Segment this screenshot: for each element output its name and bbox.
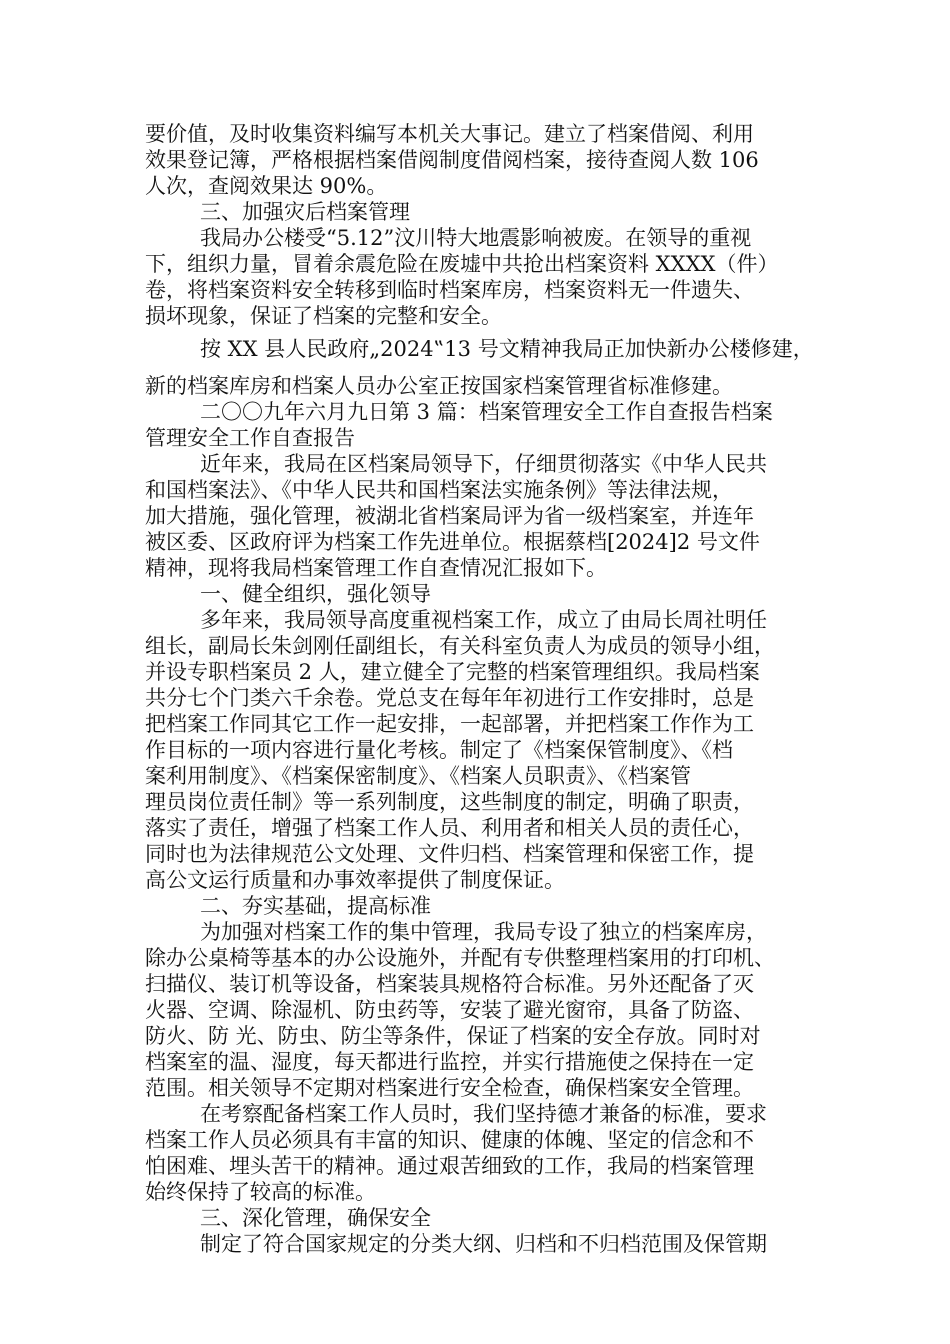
text-line: 人次，查阅效果达 90%。 (145, 174, 388, 198)
text-line: 精神，现将我局档案管理工作自查情况汇报如下。 (145, 556, 607, 580)
text-line: 案利用制度》、《档案保密制度》、《档案人员职责》、《档案管 (145, 764, 691, 788)
text-line: 范围。相关领导不定期对档案进行安全检查，确保档案安全管理。 (145, 1076, 754, 1100)
text-line: 组长，副局长朱剑刚任副组长，有关科室负责人为成员的领导小组， (145, 634, 775, 658)
section-heading: 一、健全组织，强化领导 (200, 582, 431, 606)
text-line: 档案室的温、湿度，每天都进行监控，并实行措施使之保持在一定 (145, 1050, 754, 1074)
text-line: 我局办公楼受“5.12”汶川特大地震影响被废。在领导的重视 (200, 226, 752, 250)
text-line: 要价值，及时收集资料编写本机关大事记。建立了档案借阅、利用 (145, 122, 754, 146)
text-line: 火器、空调、除湿机、防虫药等，安装了避光窗帘，具备了防盗、 (145, 998, 754, 1022)
text-line: 并设专职档案员 2 人，建立健全了完整的档案管理组织。我局档案 (145, 660, 760, 684)
text-line: 理员岗位责任制》等一系列制度，这些制度的制定，明确了职责， (145, 790, 754, 814)
text-line: 在考察配备档案工作人员时，我们坚持德才兼备的标准，要求 (200, 1102, 767, 1126)
text-line: 多年来，我局领导高度重视档案工作，成立了由局长周社明任 (200, 608, 767, 632)
text-line: 防火、防 光、防虫、防尘等条件，保证了档案的安全存放。同时对 (145, 1024, 761, 1048)
text-line: 扫描仪、装订机等设备，档案装具规格符合标准。另外还配备了灭 (145, 972, 754, 996)
text-line: 除办公桌椅等基本的办公设施外，并配有专供整理档案用的打印机、 (145, 946, 775, 970)
text-line: 和国档案法》、《中华人民共和国档案法实施条例》等法律法规， (145, 478, 733, 502)
text-line: 效果登记簿，严格根据档案借阅制度借阅档案，接待查阅人数 106 (145, 148, 759, 172)
text-line: 损坏现象，保证了档案的完整和安全。 (145, 304, 502, 328)
text-line: 二〇〇九年六月九日第 3 篇：档案管理安全工作自查报告档案 (200, 400, 773, 424)
text-line: 按 XX 县人民政府„2024‟13 号文精神我局正加快新办公楼修建， (200, 337, 814, 361)
text-line: 为加强对档案工作的集中管理，我局专设了独立的档案库房， (200, 920, 767, 944)
text-line: 始终保持了较高的标准。 (145, 1180, 376, 1204)
text-line: 新的档案库房和档案人员办公室正按国家档案管理省标准修建。 (145, 374, 733, 398)
text-line: 管理安全工作自查报告 (145, 426, 355, 450)
text-line: 近年来，我局在区档案局领导下，仔细贯彻落实《中华人民共 (200, 452, 767, 476)
section-heading: 二、夯实基础，提高标准 (200, 894, 431, 918)
text-line: 制定了符合国家规定的分类大纲、归档和不归档范围及保管期 (200, 1232, 767, 1256)
section-heading: 三、加强灾后档案管理 (200, 200, 410, 224)
text-line: 被区委、区政府评为档案工作先进单位。根据蔡档[2024]2 号文件 (145, 530, 760, 554)
text-line: 加大措施，强化管理，被湖北省档案局评为省一级档案室，并连年 (145, 504, 754, 528)
text-line: 把档案工作同其它工作一起安排，一起部署，并把档案工作作为工 (145, 712, 754, 736)
text-line: 档案工作人员必须具有丰富的知识、健康的体魄、坚定的信念和不 (145, 1128, 754, 1152)
text-line: 高公文运行质量和办事效率提供了制度保证。 (145, 868, 565, 892)
text-line: 共分七个门类六千余卷。党总支在每年年初进行工作安排时，总是 (145, 686, 754, 710)
text-line: 下，组织力量，冒着余震危险在废墟中共抢出档案资料 XXXX（件） (145, 252, 779, 276)
text-line: 落实了责任，增强了档案工作人员、利用者和相关人员的责任心， (145, 816, 754, 840)
text-line: 同时也为法律规范公文处理、文件归档、档案管理和保密工作，提 (145, 842, 754, 866)
text-line: 怕困难、埋头苦干的精神。通过艰苦细致的工作，我局的档案管理 (145, 1154, 754, 1178)
text-line: 作目标的一项内容进行量化考核。制定了《档案保管制度》、《档 (145, 738, 733, 762)
section-heading: 三、深化管理，确保安全 (200, 1206, 431, 1230)
text-line: 卷，将档案资料安全转移到临时档案库房，档案资料无一件遗失、 (145, 278, 754, 302)
